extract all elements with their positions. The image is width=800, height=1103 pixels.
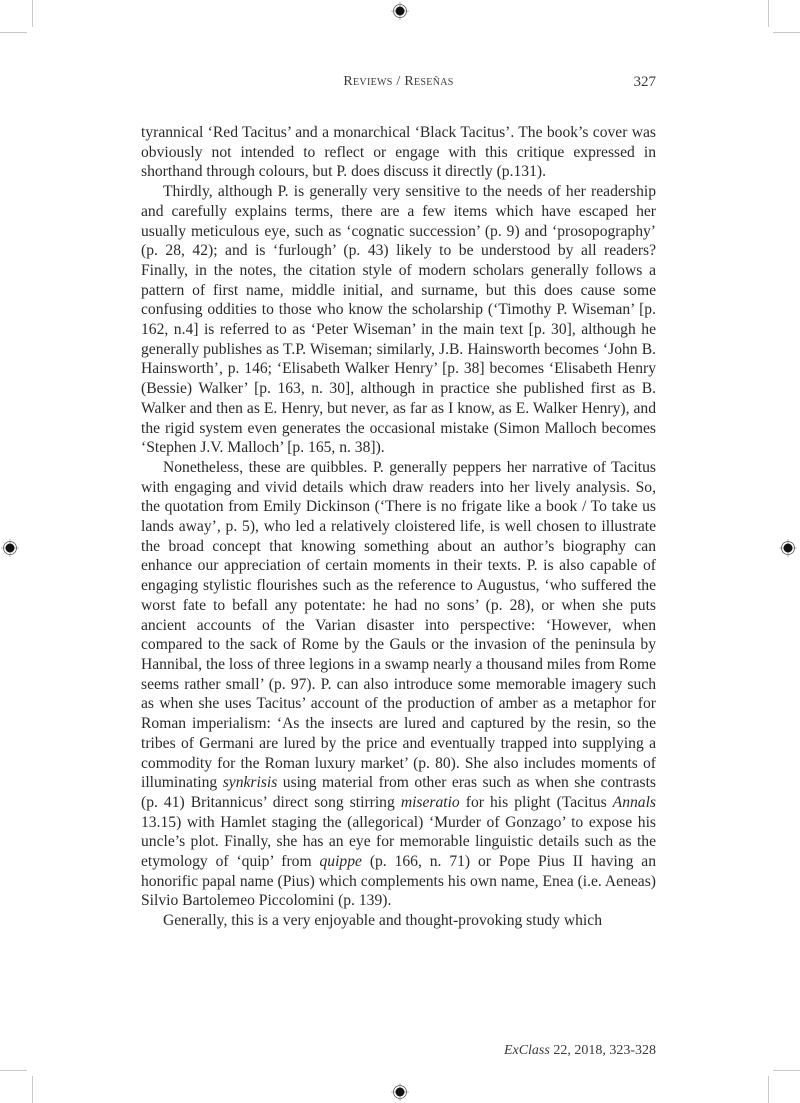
journal-citation-footer — [504, 1043, 656, 1059]
page-number: 327 — [633, 74, 656, 90]
text-run: 13.15) with Hamlet staging the (allegorical) ‘Murder of Gonzago’ to expose his uncle’s plot. Finally, she has an eye for memorable linguistic details such as the etymology of ‘quip’ from — [141, 813, 656, 871]
crop-mark-bottom-left-v — [32, 1076, 33, 1103]
text-run: Nonetheless, these are quibbles. P. generally peppers her narrative of Tacitus with engaging and vivid details which draw readers into her lively analysis. So, the quotation from Emily Dickinson (‘There is no frigate like a book / To take us lands away’, p. 5), who led a relatively cloistered life, is well chosen to illustrate the broad concept that knowing something about an author’s biography can enhance our appreciation of certain moments in their texts. P. is also capable of engaging stylistic flourishes such as the reference to Augustus, ‘who suffered the worst fate to befall any potentate: he had no sons’ (p. 28), or when she puts ancient accounts of the Varian disaster into perspective: ‘However, when compared to the sack of Rome by the Gauls or the invasion of the peninsula by Hannibal, the loss of three legions in a swamp nearly a thousand miles from Rome seems rather small’ (p. 97). P. can also introduce some memorable imagery such as when she uses Tacitus’ account of the production of amber as a metaphor for Roman imperialism: ‘As the insects are lured and captured by the resin, so the tribes of Germani are lured by the price and eventually trapped into supplying a commodity for the Roman luxury market’ (p. 80). She also includes moments of illuminating — [141, 458, 656, 792]
journal-title: ExClass — [503, 1043, 550, 1058]
running-head — [141, 74, 656, 94]
citation-details: 22, 2018, 323-328 — [549, 1043, 656, 1058]
italic-term: miseratio — [400, 793, 460, 811]
registration-target-icon — [391, 2, 409, 20]
crop-mark-top-left-h — [0, 32, 27, 33]
body-text — [141, 123, 656, 931]
crop-mark-bottom-right-v — [768, 1076, 769, 1103]
paragraph — [141, 911, 656, 931]
paragraph — [141, 123, 656, 182]
text-run: Generally, this is a very enjoyable and thought-provoking study which — [163, 912, 602, 930]
registration-target-icon — [391, 1083, 409, 1101]
italic-term: synkrisis — [222, 774, 278, 792]
text-run: (p. 166, n. 71) or Pope Pius II having an honorific papal name (Pius) which complements his own name, Enea (i.e. Aeneas) Silvio Bartolemeo Piccolomini (p. 139). — [141, 853, 656, 910]
paragraph — [141, 458, 656, 911]
text-run: using material from other eras such as when she contrasts (p. 41) Britannicus’ direct song stirring — [141, 774, 656, 811]
crop-mark-bottom-right-h — [773, 1070, 800, 1071]
text-run: tyrannical ‘Red Tacitus’ and a monarchical ‘Black Tacitus’. The book’s cover was obviously not intended to reflect or engage with this critique expressed in shorthand through colours, but P. does discuss it directly (p.131). — [141, 124, 656, 181]
text-run: for his plight (Tacitus — [459, 793, 613, 811]
running-head-title: Reviews / Reseñas — [343, 74, 454, 89]
paragraph — [141, 182, 656, 458]
registration-target-icon — [779, 539, 797, 557]
crop-mark-top-left-v — [32, 0, 33, 27]
italic-term: Annals — [612, 793, 656, 811]
text-run: Thirdly, although P. is generally very sensitive to the needs of her readership and carefully explains terms, there are a few items which have escaped her usually meticulous eye, such as ‘cognatic succession’ (p. 9) and ‘prosopography’ (p. 28, 42); and is ‘furlough’ (p. 43) likely to be understood by all readers? Finally, in the notes, the citation style of modern scholars generally follows a pattern of first name, middle initial, and surname, but this does cause some confusing oddities to those who know the scholarship (‘Timothy P. Wiseman’ [p. 162, n.4] is referred to as ‘Peter Wiseman’ in the main text [p. 30], although he generally publishes as T.P. Wiseman; similarly, J.B. Hainsworth becomes ‘John B. Hainsworth’, p. 146; ‘Elisabeth Walker Henry’ [p. 38] becomes ‘Elisabeth Henry (Bessie) Walker’ [p. 163, n. 30], although in practice she published first as B. Walker and then as E. Henry, but never, as far as I know, as E. Walker Henry), and the rigid system even generates the occasional mistake (Simon Malloch becomes ‘Stephen J.V. Malloch’ [p. 165, n. 38]). — [141, 183, 656, 457]
crop-mark-bottom-left-h — [0, 1070, 27, 1071]
italic-term: quippe — [319, 853, 362, 871]
registration-target-icon — [1, 539, 19, 557]
crop-mark-top-right-h — [773, 32, 800, 33]
crop-mark-top-right-v — [768, 0, 769, 27]
